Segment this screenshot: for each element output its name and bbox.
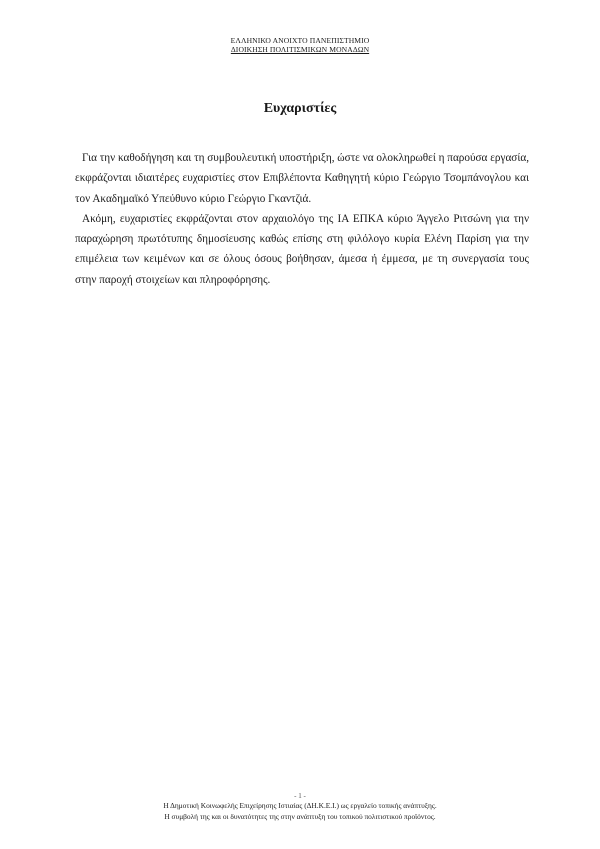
page-footer: [0, 801, 600, 822]
document-title: Ευχαριστίες: [263, 101, 337, 116]
header-university: ΕΛΛΗΝΙΚΟ ΑΝΟΙΧΤΟ ΠΑΝΕΠΙΣΤΗΜΙΟ: [230, 36, 370, 45]
footer-line: Η συμβολή της και οι δυνατότητες της στην ανάπτυξη του τοπικού πολιτιστικού προϊόντος.: [164, 811, 436, 821]
footer-line: Η Δημοτική Κοινωφελής Επιχείρησης Ιστιαίας (ΔΗ.Κ.Ε.Ι.) ως εργαλείο τοπικής ανάπτυξης.: [163, 801, 437, 810]
paragraph: Ακόμη, ευχαριστίες εκφράζονται στον αρχαιολόγο της ΙΑ ΕΠΚΑ κύριο Άγγελο Ριτσώνη για την παραχώρηση πρωτότυπης δημοσίευσης καθώς επίσης στη φιλόλογο κυρία Ελένη Παρίση για την επιμέλεια των κειμένων και σε όλους όσους βοήθησαν, άμεσα ή έμμεσα, με τη συνεργασία τους στην παροχή στοιχείων και πληροφόρησης.: [75, 212, 529, 286]
page-number: - 1 -: [294, 792, 306, 800]
page-header: [0, 36, 600, 54]
paragraph: Για την καθοδήγηση και τη συμβουλευτική υποστήριξη, ώστε να ολοκληρωθεί η παρούσα εργασία, εκφράζονται ιδιαιτέρες ευχαριστίες στον Επιβλέποντα Καθηγητή κύριο Γεώργιο Τσομπάνογλου και τον Ακαδημαϊκό Υπεύθυνο κύριο Γεώργιο Γκαντζιά.: [75, 152, 529, 205]
header-program: ΔΙΟΙΚΗΣΗ ΠΟΛΙΤΙΣΜΙΚΩΝ ΜΟΝΑΔΩΝ: [230, 45, 370, 54]
document-body: [75, 148, 529, 290]
